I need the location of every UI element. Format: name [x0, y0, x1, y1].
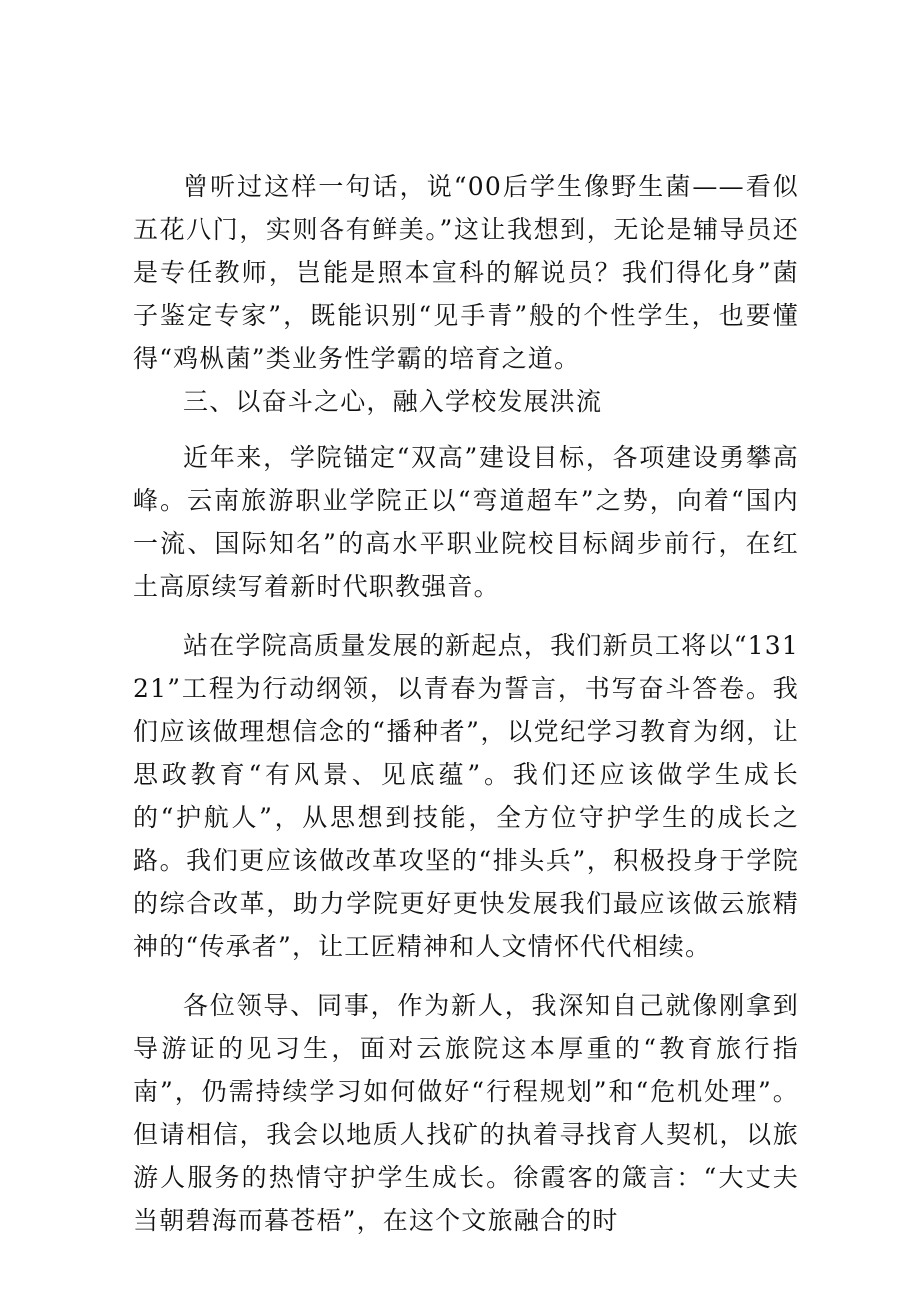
document-body	[133, 165, 799, 1242]
paragraph-mushroom-analogy: 曾听过这样一句话，说“00后学生像野生菌——看似五花八门，实则各有鲜美。”这让我想到，无论是辅导员还是专任教师，岂能是照本宣科的解说员？我们得化身”菌子鉴定专家”，既能识别“见手青”般的个性学生，也要懂得“鸡枞菌”类业务性学霸的培育之道。	[133, 172, 799, 373]
paragraph-college-goals: 近年来，学院锚定“双高”建设目标，各项建设勇攀高峰。云南旅游职业学院正以“弯道超车”之势，向着“国内一流、国际知名”的高水平职业院校目标阔步前行，在红土高原续写着新时代职教强音。	[133, 443, 799, 601]
paragraph-new-staff-commitment: 站在学院高质量发展的新起点，我们新员工将以“13121”工程为行动纲领，以青春为誓言，书写奋斗答卷。我们应该做理想信念的“播种者”，以党纪学习教育为纲，让思政教育“有风景、见底蕴”。我们还应该做学生成长的“护航人”，从思想到技能，全方位守护学生的成长之路。我们更应该做改革攻坚的“排头兵”，积极投身于学院的综合改革，助力学院更好更快发展我们最应该做云旅精神的“传承者”，让工匠精神和人文情怀代代相续。	[133, 631, 799, 961]
section-heading-three: 三、以奋斗之心，融入学校发展洪流	[183, 387, 603, 416]
paragraph-closing-remarks: 各位领导、同事，作为新人，我深知自己就像刚拿到导游证的见习生，面对云旅院这本厚重的“教育旅行指南”，仍需持续学习如何做好“行程规划”和“危机处理”。但请相信，我会以地质人找矿的执着寻找育人契机，以旅游人服务的热情守护学生成长。徐霞客的箴言：“大丈夫当朝碧海而暮苍梧”，在这个文旅融合的时	[133, 991, 799, 1235]
